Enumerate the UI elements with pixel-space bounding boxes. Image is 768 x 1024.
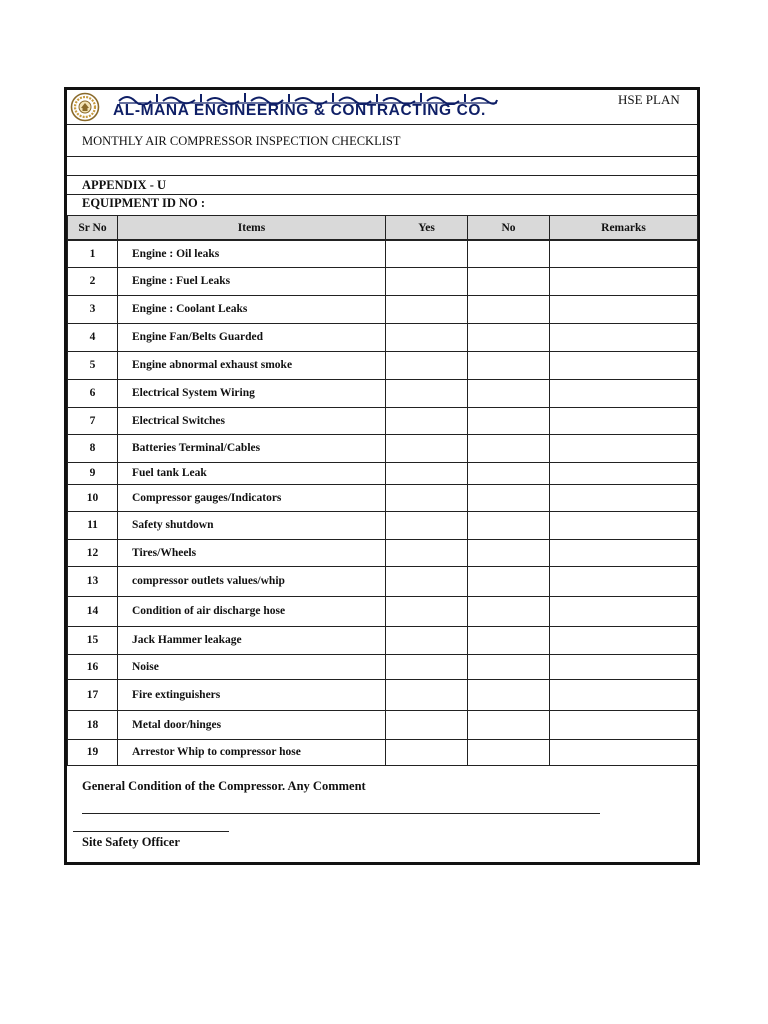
row-item: Engine : Fuel Leaks [118,267,386,295]
yes-cell[interactable] [386,462,468,484]
yes-cell[interactable] [386,267,468,295]
remarks-cell[interactable] [550,351,698,379]
company-name: AL-MANA ENGINEERING & CONTRACTING CO. [113,102,486,119]
table-row [68,484,698,511]
column-header: No [468,216,550,241]
yes-cell[interactable] [386,566,468,596]
table-row [68,267,698,295]
checklist-form [64,87,700,865]
row-number: 10 [68,484,118,511]
equipment-id-label: EQUIPMENT ID NO : [82,196,206,210]
yes-cell[interactable] [386,434,468,462]
table-row [68,626,698,654]
row-item: Electrical Switches [118,407,386,434]
row-item: Tires/Wheels [118,539,386,566]
remarks-cell[interactable] [550,739,698,765]
row-number: 9 [68,462,118,484]
table-row [68,511,698,539]
row-item: Safety shutdown [118,511,386,539]
remarks-cell[interactable] [550,240,698,267]
row-number: 7 [68,407,118,434]
no-cell[interactable] [468,710,550,739]
comment-label: General Condition of the Compressor. Any Comment [82,779,366,793]
remarks-cell[interactable] [550,379,698,407]
row-item: Compressor gauges/Indicators [118,484,386,511]
divider [67,194,697,195]
appendix-label: APPENDIX - U [82,178,167,192]
column-header: Items [118,216,386,241]
remarks-cell[interactable] [550,484,698,511]
row-item: Engine : Oil leaks [118,240,386,267]
divider [67,175,697,176]
table-row [68,654,698,679]
document-title: MONTHLY AIR COMPRESSOR INSPECTION CHECKLIST [82,134,401,148]
table-row [68,323,698,351]
table-row [68,434,698,462]
row-item: Arrestor Whip to compressor hose [118,739,386,765]
no-cell[interactable] [468,462,550,484]
table-row [68,462,698,484]
yes-cell[interactable] [386,240,468,267]
remarks-cell[interactable] [550,566,698,596]
no-cell[interactable] [468,267,550,295]
row-number: 4 [68,323,118,351]
column-header: Yes [386,216,468,241]
table-row [68,379,698,407]
yes-cell[interactable] [386,323,468,351]
plan-label: HSE PLAN [618,92,680,107]
column-header: Remarks [550,216,698,241]
no-cell[interactable] [468,566,550,596]
remarks-cell[interactable] [550,407,698,434]
yes-cell[interactable] [386,539,468,566]
row-item: Noise [118,654,386,679]
table-row [68,566,698,596]
row-number: 15 [68,626,118,654]
remarks-cell[interactable] [550,710,698,739]
yes-cell[interactable] [386,484,468,511]
no-cell[interactable] [468,739,550,765]
table-row [68,295,698,323]
row-number: 8 [68,434,118,462]
yes-cell[interactable] [386,379,468,407]
row-number: 5 [68,351,118,379]
row-number: 16 [68,654,118,679]
remarks-cell[interactable] [550,679,698,710]
yes-cell[interactable] [386,626,468,654]
comment-line[interactable] [82,813,600,814]
remarks-cell[interactable] [550,323,698,351]
no-cell[interactable] [468,484,550,511]
row-number: 2 [68,267,118,295]
yes-cell[interactable] [386,654,468,679]
row-item: Metal door/hinges [118,710,386,739]
no-cell[interactable] [468,539,550,566]
remarks-cell[interactable] [550,434,698,462]
row-item: Batteries Terminal/Cables [118,434,386,462]
row-number: 12 [68,539,118,566]
yes-cell[interactable] [386,351,468,379]
row-number: 1 [68,240,118,267]
no-cell[interactable] [468,379,550,407]
no-cell[interactable] [468,596,550,626]
row-item: Fuel tank Leak [118,462,386,484]
table-row [68,407,698,434]
remarks-cell[interactable] [550,462,698,484]
remarks-cell[interactable] [550,539,698,566]
yes-cell[interactable] [386,511,468,539]
no-cell[interactable] [468,679,550,710]
remarks-cell[interactable] [550,596,698,626]
table-row [68,739,698,765]
row-number: 6 [68,379,118,407]
no-cell[interactable] [468,434,550,462]
row-item: Engine : Coolant Leaks [118,295,386,323]
no-cell[interactable] [468,407,550,434]
inspection-table [67,215,698,766]
yes-cell[interactable] [386,739,468,765]
table-row [68,596,698,626]
column-header: Sr No [68,216,118,241]
row-number: 14 [68,596,118,626]
row-item: Engine abnormal exhaust smoke [118,351,386,379]
table-row [68,240,698,267]
no-cell[interactable] [468,511,550,539]
remarks-cell[interactable] [550,295,698,323]
table-row [68,351,698,379]
no-cell[interactable] [468,295,550,323]
no-cell[interactable] [468,351,550,379]
row-number: 13 [68,566,118,596]
row-number: 17 [68,679,118,710]
row-number: 3 [68,295,118,323]
remarks-cell[interactable] [550,626,698,654]
row-item: Engine Fan/Belts Guarded [118,323,386,351]
row-number: 18 [68,710,118,739]
remarks-cell[interactable] [550,654,698,679]
signature-label: Site Safety Officer [82,835,180,849]
yes-cell[interactable] [386,596,468,626]
row-item: compressor outlets values/whip [118,566,386,596]
table-header-row [68,216,698,241]
row-number: 11 [68,511,118,539]
yes-cell[interactable] [386,679,468,710]
company-seal-logo [70,92,100,122]
table-row [68,679,698,710]
yes-cell[interactable] [386,710,468,739]
yes-cell[interactable] [386,407,468,434]
row-item: Electrical System Wiring [118,379,386,407]
row-number: 19 [68,739,118,765]
divider [67,156,697,157]
table-row [68,710,698,739]
no-cell[interactable] [468,240,550,267]
row-item: Jack Hammer leakage [118,626,386,654]
yes-cell[interactable] [386,295,468,323]
row-item: Fire extinguishers [118,679,386,710]
table-row [68,539,698,566]
no-cell[interactable] [468,626,550,654]
signature-line[interactable] [73,831,229,832]
letterhead [67,90,697,125]
no-cell[interactable] [468,323,550,351]
row-item: Condition of air discharge hose [118,596,386,626]
no-cell[interactable] [468,654,550,679]
remarks-cell[interactable] [550,511,698,539]
remarks-cell[interactable] [550,267,698,295]
